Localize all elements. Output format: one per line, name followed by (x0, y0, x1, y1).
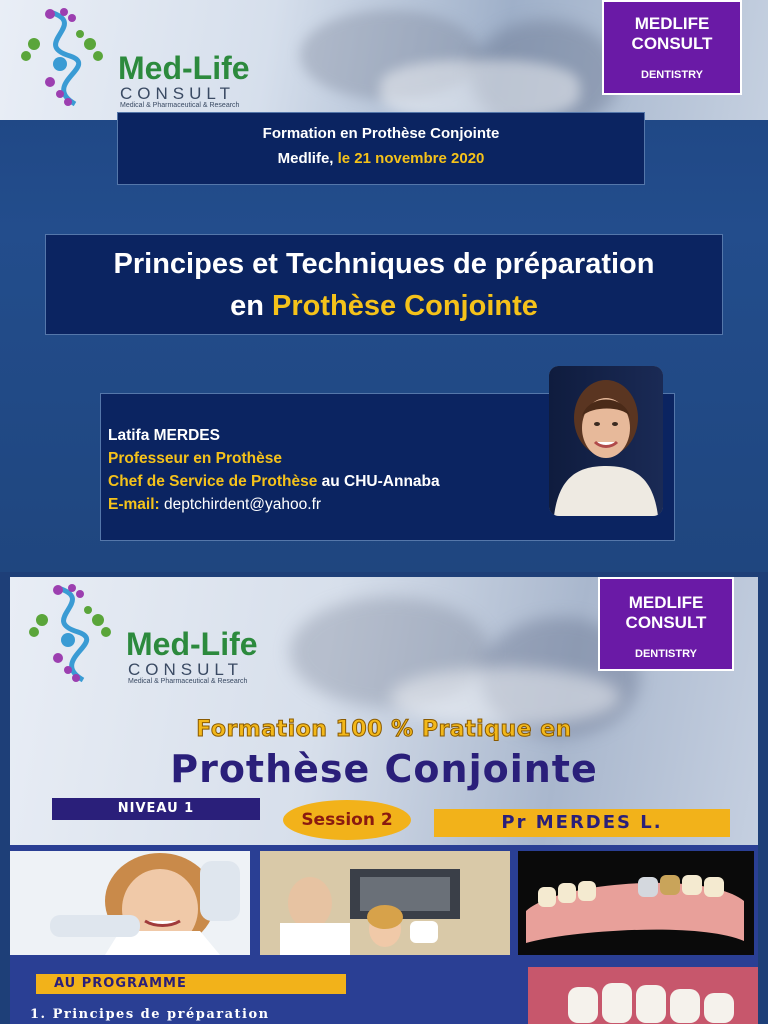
author-role-1: Professeur en Prothèse (108, 450, 283, 467)
badge-line-1: MEDLIFE (634, 14, 710, 33)
course-location: Medlife, (277, 150, 338, 167)
badge-line-3: DENTISTRY (641, 69, 703, 81)
logo-tagline: Medical & Pharmaceutical & Research (120, 102, 240, 109)
presenter-label: Pr MERDES L. (434, 809, 730, 837)
logo-tagline: Medical & Pharmaceutical & Research (128, 678, 248, 685)
programme-label: AU PROGRAMME (36, 974, 346, 994)
title-line-2 (46, 285, 722, 327)
medlife-dentistry-badge (602, 0, 742, 95)
badge-line-2: CONSULT (631, 34, 713, 53)
medlife-dentistry-badge-2 (598, 577, 734, 671)
badge-line-3: DENTISTRY (635, 648, 697, 660)
logo-sub-text: CONSULT (128, 660, 243, 679)
title-prefix: en (230, 290, 273, 322)
course-date-line (118, 146, 644, 171)
course-date: le 21 novembre 2020 (337, 150, 485, 167)
photo-dental-patient (10, 851, 250, 955)
author-name: Latifa MERDES (108, 427, 220, 444)
author-role-2-suffix: au CHU-Annaba (317, 473, 440, 490)
logo-brand-text: Med-Life (126, 626, 258, 662)
session-badge: Session 2 (283, 800, 411, 840)
training-headline-big: Prothèse Conjointe (170, 747, 598, 791)
level-label: NIVEAU 1 (52, 798, 260, 820)
dna-helix-icon (28, 580, 118, 685)
author-portrait-photo (549, 366, 663, 516)
logo-brand-text: Med-Life (118, 50, 250, 86)
badge-line-2: CONSULT (625, 613, 707, 632)
photo-teeth-closeup (528, 967, 758, 1024)
presentation-title-box (45, 234, 723, 335)
slide-2 (10, 577, 758, 1024)
course-info-box (117, 112, 645, 185)
logo-sub-text: CONSULT (120, 84, 235, 103)
photo-dental-model (518, 851, 754, 955)
badge-line-1: MEDLIFE (628, 593, 704, 612)
author-role-2-highlight: Chef de Service de Prothèse (108, 473, 318, 490)
programme-item-1: 1. Principes de préparation (30, 1007, 270, 1022)
medlife-logo-2 (28, 580, 328, 690)
title-highlight: Prothèse Conjointe (272, 290, 538, 322)
medlife-logo (20, 4, 320, 114)
author-email: deptchirdent@yahoo.fr (159, 496, 322, 513)
dna-helix-icon (20, 4, 110, 109)
author-email-label: E-mail: (108, 496, 160, 513)
photo-xray-consultation (260, 851, 510, 955)
title-line-1: Principes et Techniques de préparation (113, 248, 655, 280)
training-headline-small: Formation 100 % Pratique en (196, 717, 572, 742)
course-name: Formation en Prothèse Conjointe (262, 125, 500, 142)
